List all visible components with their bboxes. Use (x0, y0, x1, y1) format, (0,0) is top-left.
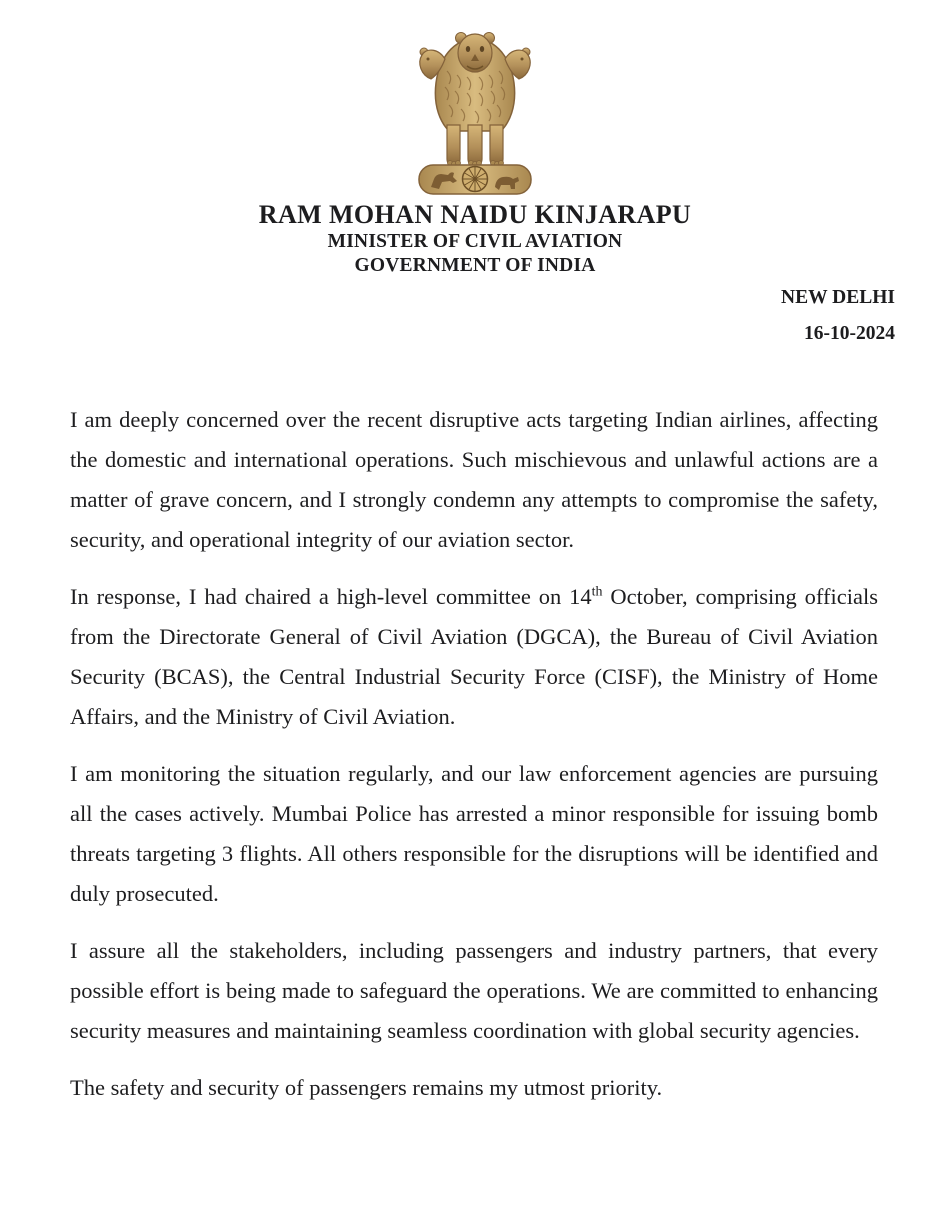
place-label: NEW DELHI (781, 287, 895, 308)
government-label: GOVERNMENT OF INDIA (354, 255, 596, 276)
text-segment: In response, I had chaired a high-level committee on 14 (70, 584, 592, 609)
paragraph (70, 577, 878, 737)
text-segment: I am deeply concerned over the recent disruptive acts targeting Indian airlines, affecting the domestic and international operations. Such mischievous and unlawful actions are a matter of grave concern, and I strongly condemn any attempts to compromise the safety, security, and operational integrity of our aviation sector. (70, 407, 878, 552)
paragraph (70, 1068, 878, 1108)
letter-body (0, 400, 950, 1108)
date-label: 16-10-2024 (804, 323, 895, 344)
letterhead (0, 0, 950, 278)
paragraph (70, 754, 878, 914)
text-segment: I am monitoring the situation regularly, and our law enforcement agencies are pursuing all the cases actively. Mumbai Police has arrested a minor responsible for issuing bomb threats targeting 3 flights. All others responsible for the disruptions will be identified and duly prosecuted. (70, 761, 878, 906)
paragraph (70, 400, 878, 560)
minister-title: MINISTER OF CIVIL AVIATION (327, 231, 623, 252)
national-emblem-icon (0, 25, 950, 197)
text-segment: I assure all the stakeholders, including passengers and industry partners, that every possible effort is being made to safeguard the operations. We are committed to enhancing security measures and maintaining seamless coordination with global security agencies. (70, 938, 878, 1043)
place-date-block (0, 286, 950, 346)
paragraph (70, 931, 878, 1051)
minister-name: RAM MOHAN NAIDU KINJARAPU (258, 200, 692, 229)
text-segment: October, comprising officials from the Directorate General of Civil Aviation (DGCA), the Bureau of Civil Aviation Security (BCAS), the Central Industrial Security Force (CISF), the Ministry of Home Affairs, and the Ministry of Civil Aviation. (70, 584, 878, 729)
text-segment: The safety and security of passengers remains my utmost priority. (70, 1075, 663, 1100)
superscript-segment: th (591, 584, 603, 600)
